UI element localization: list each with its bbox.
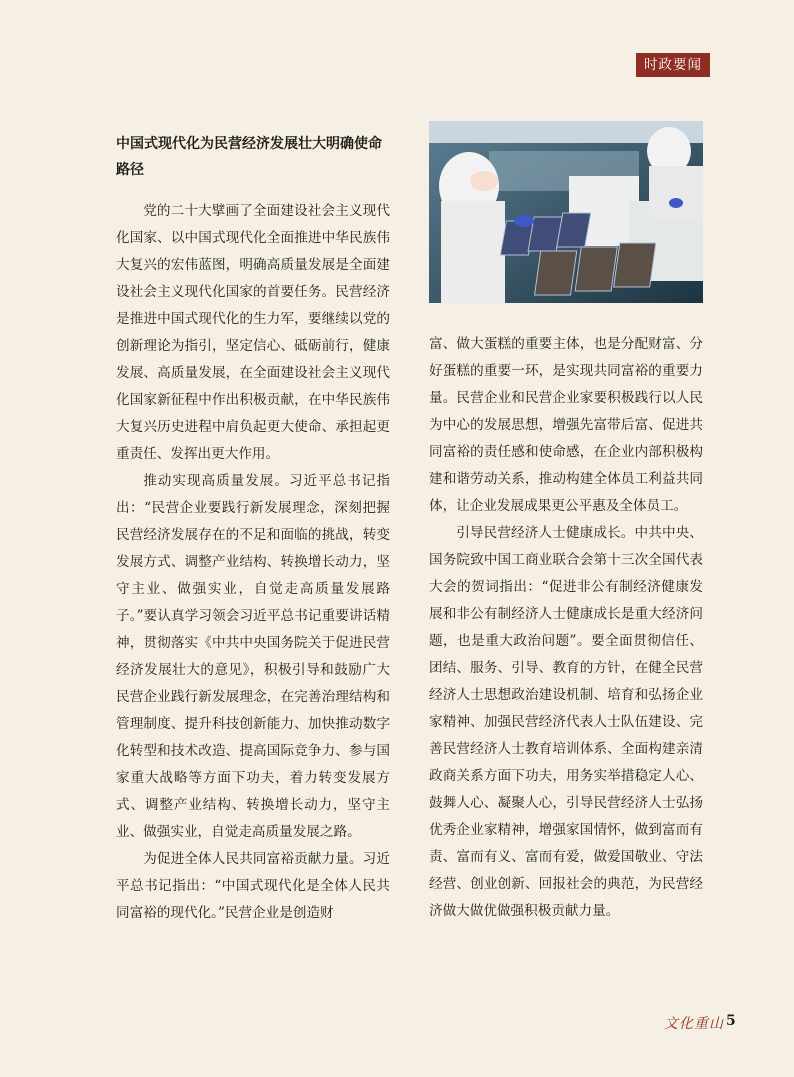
body-paragraph: 推动实现高质量发展。习近平总书记指出：“民营企业要践行新发展理念，深刻把握民营经济发展存在的不足和面临的挑战，转变发展方式、调整产业结构、转换增长动力，坚守主业、做强实业，自觉走高质量发展路子。”要认真学习领会习近平总书记重要讲话精神，贯彻落实《中共中央国务院关于促进民营经济发展壮大的意见》，积极引导和鼓励广大民营企业践行新发展理念，在完善治理结构和管理制度、提升科技创新能力、加快推动数字化转型和技术改造、提高国际竞争力、参与国家重大战略等方面下功夫，着力转变发展方式、调整产业结构、转换增长动力，坚守主业、做强实业，自觉走高质量发展之路。 (116, 473, 390, 840)
page-number: 5 (726, 1013, 736, 1029)
body-paragraph: 引导民营经济人士健康成长。中共中央、国务院致中国工商业联合会第十三次全国代表大会的贺词指出：“促进非公有制经济健康发展和非公有制经济人士健康成长是重大经济问题，也是重大政治问题”。要全面贯彻信任、团结、服务、引导、教育的方针，在健全民营经济人士思想政治建设机制、培育和弘扬企业家精神、加强民营经济代表人士队伍建设、完善民营经济人士教育培训体系、全面构建亲清政商关系方面下功夫，用务实举措稳定人心、鼓舞人心、凝聚人心，引导民营经济人士弘扬优秀企业家精神，增强家国情怀，做到富而有责、富而有义、富而有爱，做爱国敬业、守法经营、创业创新、回报社会的典范，为民营经济做大做优做强积极贡献力量。 (429, 525, 703, 919)
body-paragraph: 为促进全体人民共同富裕贡献力量。习近平总书记指出：“中国式现代化是全体人民共同富裕的现代化。”民营企业是创造财 (116, 851, 390, 921)
body-paragraph: 党的二十大擘画了全面建设社会主义现代化国家、以中国式现代化全面推进中华民族伟大复兴的宏伟蓝图，明确高质量发展是全面建设社会主义现代化国家的首要任务。民营经济是推进中国式现代化的生力军，要继续以党的创新理论为指引，坚定信心、砥砺前行，健康发展、高质量发展，在全面建设社会主义现代化国家新征程中作出积极贡献，在中华民族伟大复兴历史进程中肩负起更大使命、承担起更重责任、发挥出更大作用。 (116, 203, 390, 462)
right-column (429, 331, 703, 925)
left-column (116, 198, 390, 927)
publication-logo: 文化重山 (664, 1016, 724, 1032)
article-heading: 中国式现代化为民营经济发展壮大明确使命路径 (116, 136, 382, 178)
section-tag: 时政要闻 (636, 53, 710, 77)
photo-solar-panel-workers (429, 121, 703, 303)
body-paragraph: 富、做大蛋糕的重要主体，也是分配财富、分好蛋糕的重要一环，是实现共同富裕的重要力量。民营企业和民营企业家要积极践行以人民为中心的发展思想，增强先富带后富、促进共同富裕的责任感和使命感，在企业内部积极构建和谐劳动关系，推动构建全体员工利益共同体，让企业发展成果更公平惠及全体员工。 (429, 336, 703, 514)
